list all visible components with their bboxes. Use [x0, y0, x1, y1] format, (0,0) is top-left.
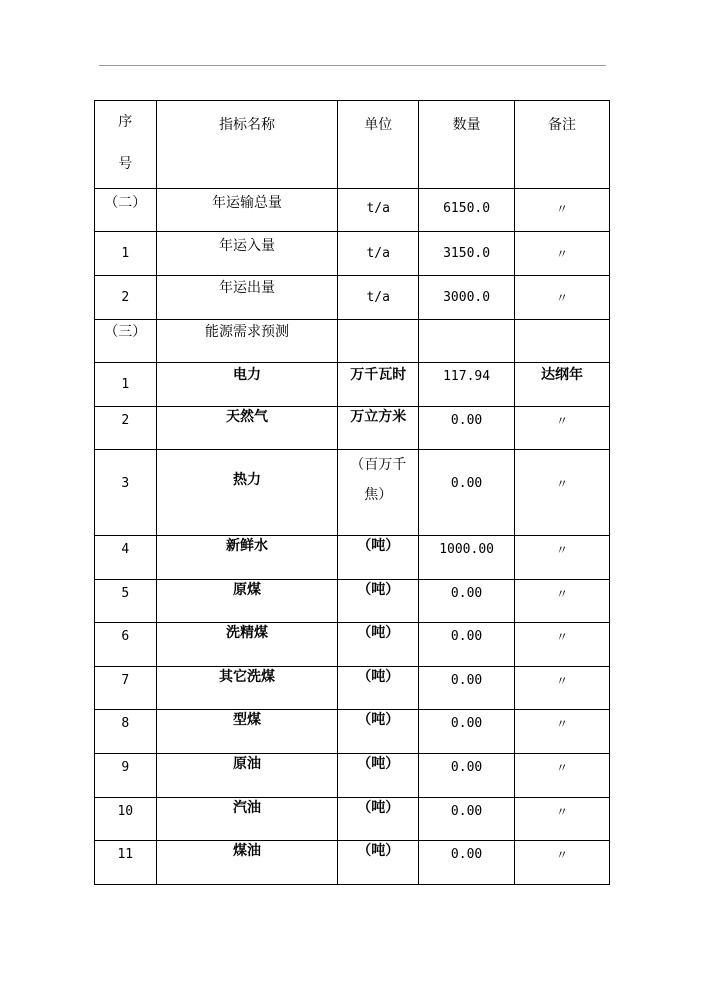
row-unit: [338, 450, 418, 510]
table-row: [95, 450, 610, 536]
row-unit: （吨）: [357, 756, 400, 772]
header-unit: 单位: [338, 101, 419, 189]
row-unit: t/a: [366, 201, 390, 216]
table-row: [95, 276, 610, 320]
row-qty: 0.00: [450, 673, 483, 688]
row-unit: [338, 320, 418, 334]
row-no: 2: [121, 413, 130, 428]
row-unit: （吨）: [357, 625, 400, 641]
row-note: 〃: [556, 805, 569, 819]
row-qty: 6150.0: [443, 201, 491, 216]
row-unit: 万立方米: [350, 409, 407, 425]
row-note: 达纲年: [541, 367, 584, 383]
table-row: [95, 841, 610, 885]
table-row: [95, 580, 610, 623]
row-no: 1: [121, 246, 130, 261]
row-name: 电力: [232, 367, 261, 383]
table-row: [95, 363, 610, 407]
row-qty: 0.00: [450, 847, 483, 862]
row-note: 〃: [556, 247, 569, 261]
table-row: [95, 754, 610, 798]
row-qty: 1000.00: [439, 542, 494, 557]
row-unit: （吨）: [357, 712, 400, 728]
row-name: 新鲜水: [225, 538, 268, 554]
row-no: （二）: [104, 195, 147, 211]
table-header-row: [95, 101, 610, 189]
row-unit: （吨）: [357, 669, 400, 685]
row-qty: 0.00: [450, 804, 483, 819]
row-unit: 万千瓦时: [350, 367, 407, 383]
row-unit: （吨）: [357, 800, 400, 816]
table-row: [95, 232, 610, 276]
row-qty: 0.00: [450, 760, 483, 775]
row-no: 7: [121, 673, 130, 688]
row-no: 8: [121, 716, 130, 731]
row-name: 原油: [232, 756, 261, 772]
header-no-line1: 序: [118, 114, 133, 130]
row-note: 〃: [556, 587, 569, 601]
row-name: 能源需求预测: [204, 324, 289, 340]
row-no: 9: [121, 760, 130, 775]
row-name: 煤油: [232, 843, 261, 859]
row-no: 2: [121, 290, 130, 305]
header-name: 指标名称: [156, 101, 338, 189]
row-qty: 0.00: [450, 476, 483, 491]
row-note: 〃: [556, 477, 569, 491]
row-qty: 0.00: [450, 629, 483, 644]
row-name: 型煤: [232, 712, 261, 728]
row-qty: [419, 320, 514, 334]
row-note: 〃: [556, 848, 569, 862]
row-note: 〃: [556, 202, 569, 216]
row-note: 〃: [556, 291, 569, 305]
row-no: 6: [121, 629, 130, 644]
row-qty: 0.00: [450, 413, 483, 428]
table-row: [95, 667, 610, 710]
row-qty: 3150.0: [443, 246, 491, 261]
row-name: 其它洗煤: [218, 669, 275, 685]
row-name: 年运出量: [218, 280, 275, 296]
row-name: 天然气: [225, 409, 268, 425]
row-qty: 0.00: [450, 586, 483, 601]
row-qty: 3000.0: [443, 290, 491, 305]
row-name: 年运输总量: [211, 195, 282, 211]
row-name: 汽油: [232, 800, 261, 816]
row-unit: （吨）: [357, 538, 400, 554]
row-note: 〃: [556, 717, 569, 731]
row-unit: t/a: [366, 290, 390, 305]
table-row: [95, 710, 610, 754]
table-row: [95, 407, 610, 450]
indicator-table: [94, 100, 610, 885]
table-row: [95, 189, 610, 232]
row-note: 〃: [556, 414, 569, 428]
table-row: [95, 320, 610, 363]
row-no: 5: [121, 586, 130, 601]
row-no: 11: [117, 847, 134, 862]
table-row: [95, 798, 610, 841]
row-name: 原煤: [232, 582, 261, 598]
row-unit: （吨）: [357, 582, 400, 598]
table-row: [95, 536, 610, 580]
header-qty: 数量: [419, 101, 515, 189]
row-no: 10: [117, 804, 134, 819]
row-qty: 117.94: [443, 369, 491, 384]
header-note: 备注: [515, 101, 610, 189]
row-qty: 0.00: [450, 716, 483, 731]
row-note: 〃: [556, 543, 569, 557]
row-name: 洗精煤: [225, 625, 268, 641]
row-unit: t/a: [366, 246, 390, 261]
table-row: [95, 623, 610, 667]
row-name: 热力: [232, 472, 261, 488]
row-unit-line1: （百万千: [350, 457, 407, 473]
header-no-line2: 号: [118, 156, 133, 172]
row-note: 〃: [556, 761, 569, 775]
row-note: [515, 320, 609, 334]
row-no: 1: [121, 377, 130, 392]
page-header-rule: [99, 65, 606, 66]
header-no: [95, 101, 157, 189]
row-no: 3: [121, 476, 130, 491]
row-unit-line2: 焦）: [364, 487, 393, 503]
row-no: 4: [121, 542, 130, 557]
row-no: （三）: [104, 324, 147, 340]
row-unit: （吨）: [357, 843, 400, 859]
row-note: 〃: [556, 674, 569, 688]
row-note: 〃: [556, 630, 569, 644]
row-name: 年运入量: [218, 238, 275, 254]
